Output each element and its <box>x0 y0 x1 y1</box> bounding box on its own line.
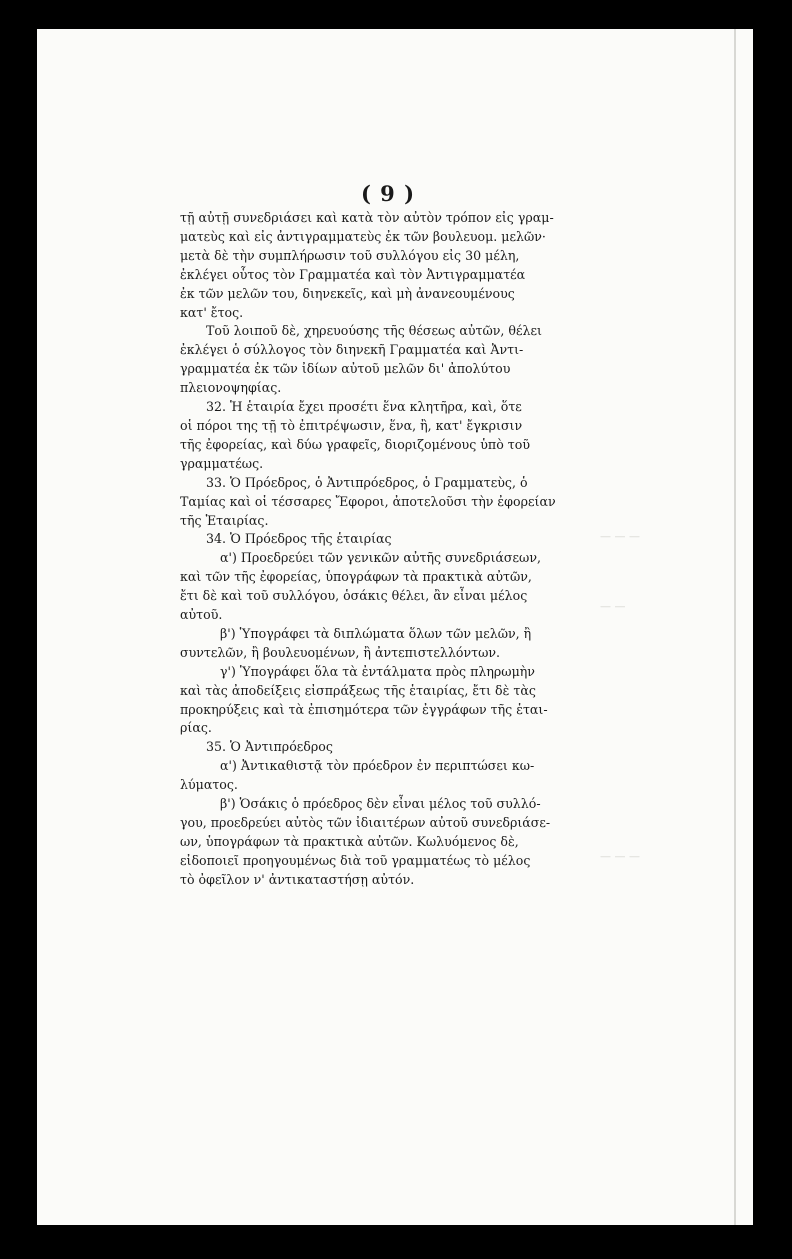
text-line: προκηρύξεις καὶ τὰ ἐπισημότερα τῶν ἐγγράφων τῆς ἑται- <box>180 701 548 717</box>
text-line: κατ' ἔτος. <box>180 304 244 320</box>
article-32: 32. Ἡ ἑταιρία ἔχει προσέτι ἕνα κλητῆρα, καὶ, ὅτε <box>206 399 522 415</box>
text-line: ἐκλέγει ὁ σύλλογος τὸν διηνεκῆ Γραμματέα καὶ Ἀντι- <box>180 342 524 358</box>
text-line: τὸ ὀφεῖλον ν' ἀντικαταστήσῃ αὐτόν. <box>180 871 415 887</box>
text-line: ματεὺς καὶ εἰς ἀντιγραμματεὺς ἐκ τῶν βουλευομ. μελῶν· <box>180 228 546 244</box>
text-line: ἐκ τῶν μελῶν του, διηνεκεῖς, καὶ μὴ ἀνανεουμένους <box>180 285 515 301</box>
text-line: ἔτι δὲ καὶ τοῦ συλλόγου, ὁσάκις θέλει, ἂν εἶναι μέλος <box>180 588 528 604</box>
article-33: 33. Ὁ Πρόεδρος, ὁ Ἀντιπρόεδρος, ὁ Γραμματεὺς, ὁ <box>206 474 528 490</box>
text-line: καὶ τὰς ἀποδείξεις εἰσπράξεως τῆς ἑταιρίας, ἔτι δὲ τὰς <box>180 682 536 698</box>
article-35: 35. Ὁ Ἀντιπρόεδρος <box>206 739 333 755</box>
text-line: τῆς ἐφορείας, καὶ δύω γραφεῖς, διοριζομένους ὑπὸ τοῦ <box>180 436 530 452</box>
text-line: γραμματέως. <box>180 455 264 471</box>
text-line: καὶ τῶν τῆς ἐφορείας, ὑπογράφων τὰ πρακτικὰ αὐτῶν, <box>180 569 532 585</box>
text-line: εἰδοποιεῖ προηγουμένως διὰ τοῦ γραμματέως τὸ μέλος <box>180 852 531 868</box>
bleed-through-mark: — — <box>600 600 626 613</box>
text-line: γραμματέα ἐκ τῶν ἰδίων αὐτοῦ μελῶν δι' ἀπολύτου <box>180 361 511 377</box>
text-line: πλειονοψηφίας. <box>180 380 282 396</box>
bleed-through-mark: — — — <box>600 850 640 863</box>
page-number: ( 9 ) <box>360 181 416 206</box>
text-line: ἐκλέγει οὗτος τὸν Γραμματέα καὶ τὸν Ἀντιγραμματέα <box>180 266 526 282</box>
text-line: αὐτοῦ. <box>180 607 223 623</box>
text-line: Τοῦ λοιποῦ δὲ, χηρευούσης τῆς θέσεως αὐτῶν, θέλει <box>206 323 542 339</box>
text-line: ων, ὑπογράφων τὰ πρακτικὰ αὐτῶν. Κωλυόμενος δὲ, <box>180 833 519 849</box>
text-line: γου, προεδρεύει αὐτὸς τῶν ἰδιαιτέρων αὐτοῦ συνεδριάσε- <box>180 815 551 830</box>
text-line: συντελῶν, ἢ βουλευομένων, ἢ ἀντεπιστελλόντων. <box>180 644 501 660</box>
text-line: τῆς Ἑταιρίας. <box>180 512 269 528</box>
text-line: ρίας. <box>180 720 212 736</box>
clause-a: α') Προεδρεύει τῶν γενικῶν αὐτῆς συνεδριάσεων, <box>220 550 541 566</box>
page-edge-shadow <box>734 29 736 1225</box>
text-line: Ταμίας καὶ οἱ τέσσαρες Ἔφοροι, ἀποτελοῦσι τὴν ἐφορείαν <box>180 493 556 509</box>
text-line: οἱ πόροι της τῇ τὸ ἐπιτρέψωσιν, ἕνα, ἢ, κατ' ἔγκρισιν <box>180 417 523 433</box>
text-line: λύματος. <box>180 777 238 793</box>
clause-a: α') Ἀντικαθιστᾷ τὸν πρόεδρον ἐν περιπτώσει κω- <box>220 758 535 774</box>
bleed-through-mark: — — — <box>600 530 640 543</box>
article-34: 34. Ὁ Πρόεδρος τῆς ἑταιρίας <box>206 531 392 547</box>
clause-c: γ') Ὑπογράφει ὅλα τὰ ἐντάλματα πρὸς πληρωμὴν <box>220 663 535 679</box>
clause-b: β') Ὁσάκις ὁ πρόεδρος δὲν εἶναι μέλος τοῦ συλλό- <box>220 796 541 812</box>
text-line: τῇ αὐτῇ συνεδριάσει καὶ κατὰ τὸν αὐτὸν τρόπον εἰς γραμ- <box>180 210 554 225</box>
page-text <box>180 182 596 890</box>
clause-b: β') Ὑπογράφει τὰ διπλώματα ὅλων τῶν μελῶν, ἢ <box>220 625 532 641</box>
text-line: μετὰ δὲ τὴν συμπλήρωσιν τοῦ συλλόγου εἰς 30 μέλη, <box>180 247 520 263</box>
